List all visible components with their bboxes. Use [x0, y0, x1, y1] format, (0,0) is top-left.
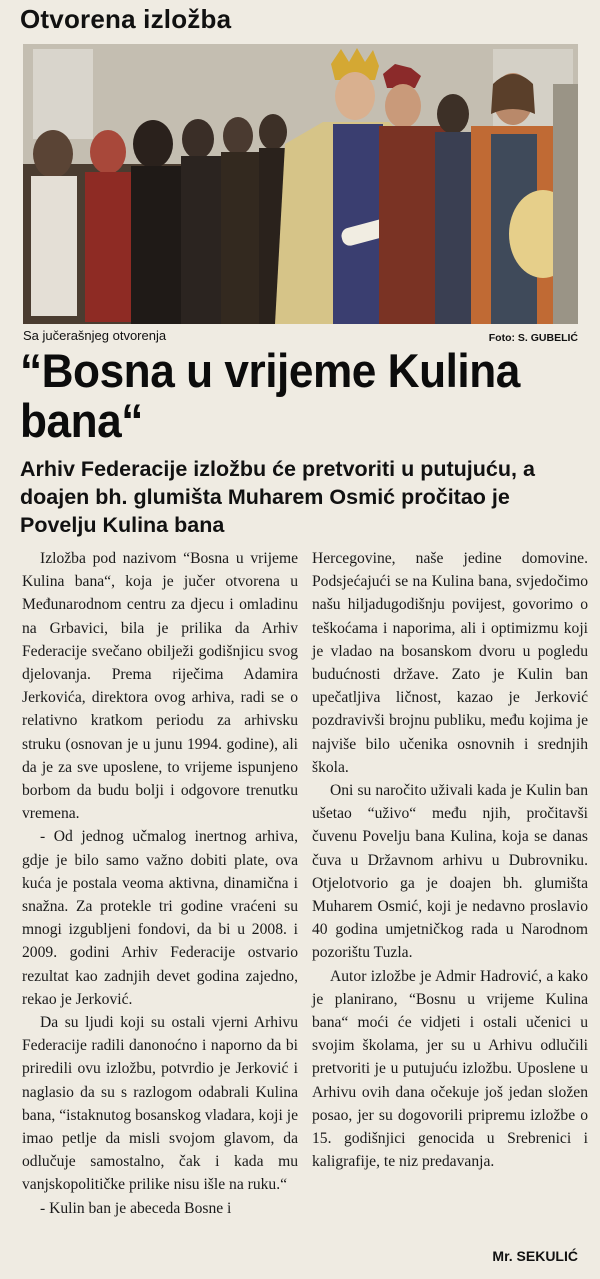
crowd-illustration: [23, 44, 578, 324]
paragraph: - Od jednog učmalog inertnog arhiva, gdje je bilo samo važno dobiti plate, ova kuća je postala veoma aktivna, dinamična i snažna. Za protekle tri godine vraćeni su mnogi izgubljeni fondovi, da bi u 2008. i 2009. godini Arhiv Federacije ostvario rezultat kao zadnjih devet godina zajedno, rekao je Jerković.: [22, 828, 298, 1008]
paragraph: Oni su naročito uživali kada je Kulin ban ušetao “uživo“ među njih, pročitavši čuvenu Povelju bana Kulina, koja se danas čuva u Državnom arhivu u Dubrovniku. Otjelotvorio ga je doajen bh. glumišta Muharem Osmić, koji je nedavno proslavio 40 godina umjetničkog rada u Narodnom pozorištu Tuzla.: [312, 782, 588, 962]
section-rubric: Otvorena izložba: [20, 4, 232, 34]
paragraph: - Kulin ban je abeceda Bosne i: [40, 1199, 232, 1217]
article-subheadline: Arhiv Federacije izložbu će pretvoriti u putujuću, a doajen bh. glumišta Muharem Osmić pročitao je Povelju Kulina bana: [20, 457, 535, 537]
photo-credit: Foto: S. GUBELIĆ: [488, 332, 578, 344]
paragraph: Hercegovine, naše jedine domovine. Podsjećajući se na Kulina bana, svjedočimo našu hiljadugodišnju povijest, govorimo o teškoćama i naporima, ali i optimizmu koji je vladao na bosanskom dvoru u pogledu budućnosti države. Zato je Kulin ban upečatljiva ličnost, kazao je Jerković pozdravivši brojnu publiku, među kojima je najviše bilo učenika osnovnih i srednjih škola.: [312, 550, 588, 776]
article-column-left: [22, 547, 298, 1220]
event-photo: [23, 44, 578, 324]
article-headline: “Bosna u vrijeme Kulina bana“: [20, 344, 520, 447]
paragraph: Autor izložbe je Admir Hadrović, a kako je planirano, “Bosnu u vrijeme Kulina bana“ moći će vidjeti i ostali učenici u svojim školama, jer su u Arhivu odlučili pretvoriti je u putujuću izložbu. Uposlene u Arhivu ovih dana očekuje još jedan složen posao, jer su dogovorili pripremu izložbe o 15. godišnjici genocida u Srebrenici i kaligrafije, te niz predavanja.: [312, 967, 588, 1171]
photo-caption: Sa jučerašnjeg otvorenja: [23, 328, 167, 343]
paragraph: Da su ljudi koji su ostali vjerni Arhivu Federacije radili danonoćno i naporno da bi priredili ovu izložbu, potvrdio je Jerković i naglasio da su s razlogom odabrali Kulina bana, “istaknutog bosanskog vladara, koji je imao petlje da misli svojom glavom, da odlučuje samostalno, čak i kada mu vanjskopolitičke prilike nisu išle na ruku.“: [22, 1014, 298, 1194]
paragraph: Izložba pod nazivom “Bosna u vrijeme Kulina bana“, koja je jučer otvorena u Međunarodnom centru za djecu i omladinu na Grbavici, bila je prilika da Arhiv Federacije svečano obilježi godišnjicu svog djelovanja. Prema riječima Adamira Jerkovića, direktora ovog arhiva, radi se o relativno kratkom periodu za arhivsku struku (osnovan je u junu 1994. godine), ali da je za sve uposlene, to vrijeme ispunjeno borbom da budu bolji i odgovore trenutku vremena.: [22, 550, 298, 823]
author-byline: Mr. SEKULIĆ: [492, 1248, 578, 1264]
article-column-right: [312, 547, 588, 1173]
